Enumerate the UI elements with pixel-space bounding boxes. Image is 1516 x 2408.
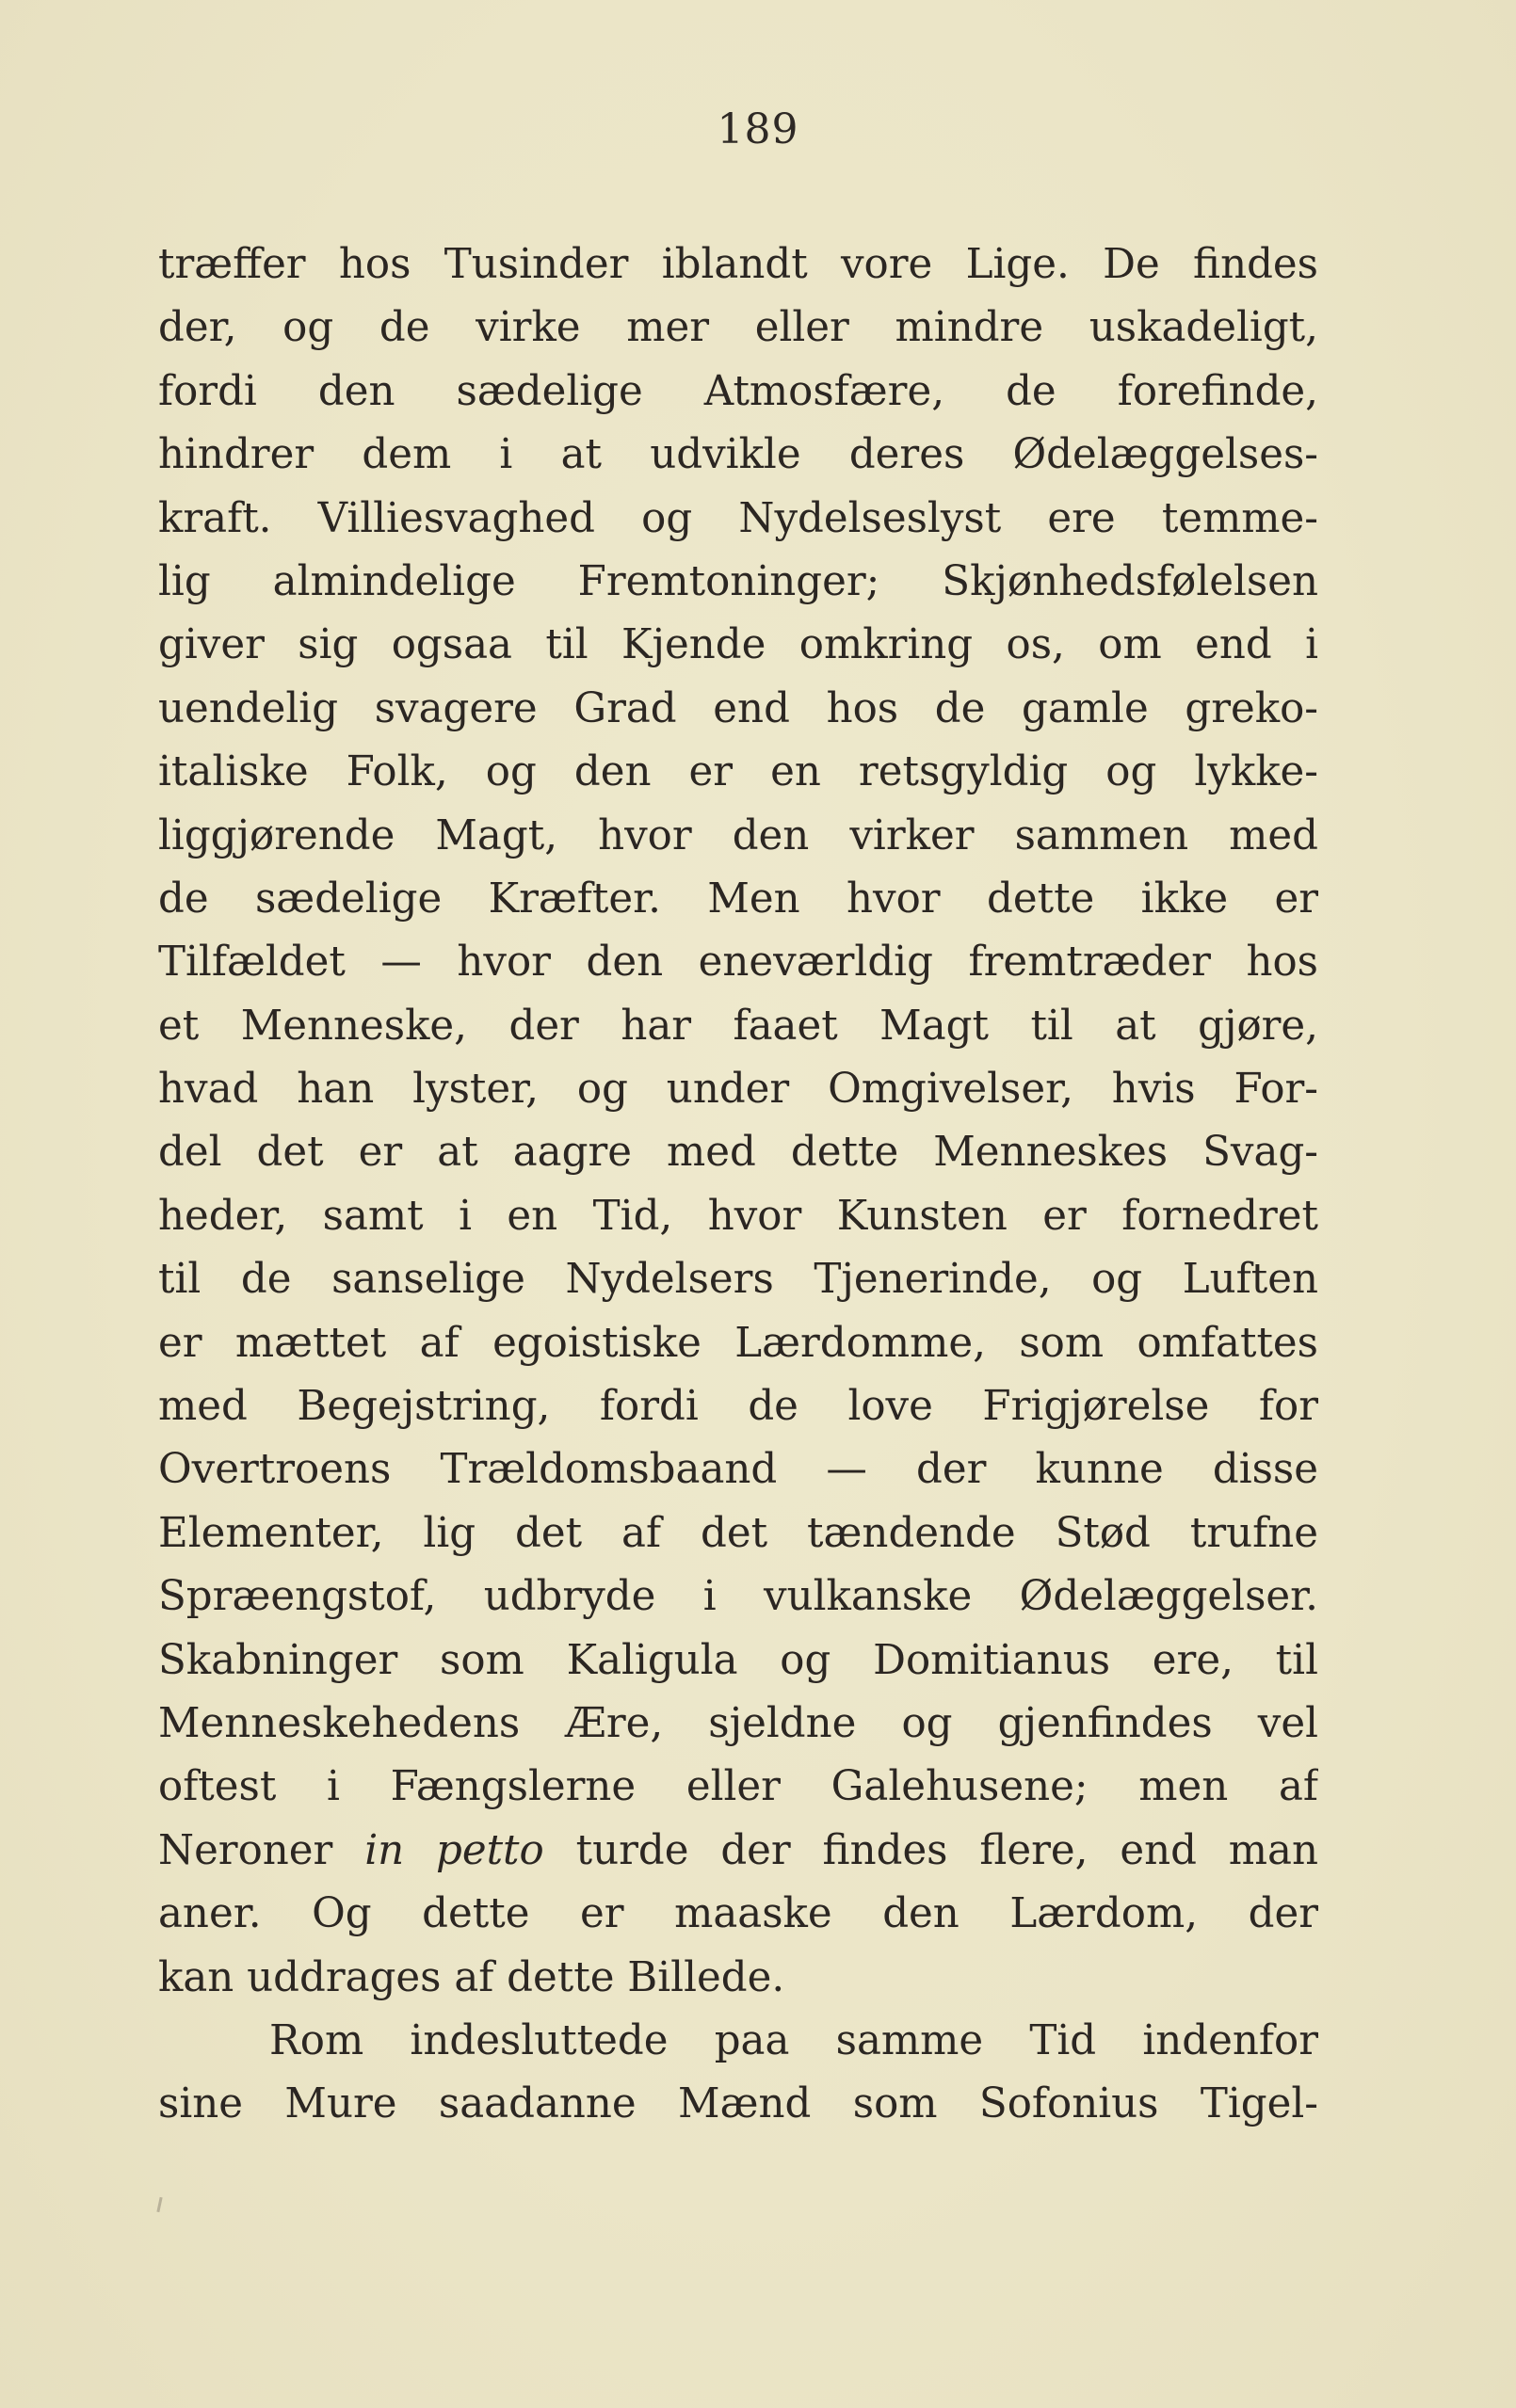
text-line: kraft. Villiesvaghed og Nydelseslyst ere temme- [158,494,1318,542]
text-line: med Begejstring, fordi de love Frigjørelse for [158,1383,1318,1431]
text-line: heder, samt i en Tid, hvor Kunsten er fornedret [158,1192,1318,1240]
text-fragment: turde der findes flere, end man [543,1826,1318,1874]
text-line: Elementer, lig det af det tændende Stød trufne [158,1509,1318,1557]
text-line: uendelig svagere Grad end hos de gamle greko- [158,684,1318,732]
text-line: giver sig ogsaa til Kjende omkring os, om end i [158,621,1318,669]
text-line: sine Mure saadanne Mænd som Sofonius Tigel- [158,2080,1318,2128]
text-line: lig almindelige Fremtoninger; Skjønhedsfølelsen [158,557,1318,605]
text-line: hindrer dem i at udvikle deres Ødelæggelses- [158,431,1318,479]
text-line: Rom indesluttede paa samme Tid indenfor [269,2016,1318,2064]
text-fragment: Neroner [158,1826,365,1874]
text-line: Menneskehedens Ære, sjeldne og gjenfindes vel [158,1699,1318,1747]
text-line: der, og de virke mer eller mindre uskadeligt, [158,304,1318,352]
text-line-with-italic [158,1820,1318,1883]
text-line: de sædelige Kræfter. Men hvor dette ikke er [158,875,1318,923]
page-number: 189 [717,105,799,153]
text-line: kan uddrages af dette Billede. [158,1953,785,2001]
text-line: træffer hos Tusinder iblandt vore Lige. De findes [158,241,1318,288]
text-line: fordi den sædelige Atmosfære, de forefinde, [158,367,1318,415]
paper-speck [156,2197,162,2212]
text-line: Tilfældet — hvor den eneværldig fremtræder hos [158,939,1318,987]
text-line: til de sanselige Nydelsers Tjenerinde, og Luften [158,1256,1318,1304]
text-line: aner. Og dette er maaske den Lærdom, der [158,1890,1318,1938]
text-line: hvad han lyster, og under Omgivelser, hvis For- [158,1066,1318,1114]
text-line: oftest i Fængslerne eller Galehusene; men af [158,1763,1318,1811]
text-line: er mættet af egoistiske Lærdomme, som omfattes [158,1319,1318,1367]
text-line: Overtroens Trældomsbaand — der kunne disse [158,1446,1318,1494]
text-line: et Menneske, der har faaet Magt til at gjøre, [158,1002,1318,1050]
text-line: Spræengstof, udbryde i vulkanske Ødelæggelser. [158,1573,1318,1621]
text-line: italiske Folk, og den er en retsgyldig og lykke- [158,748,1318,796]
text-line: del det er at aagre med dette Menneskes Svag- [158,1129,1318,1177]
text-line: Skabninger som Kaligula og Domitianus ere, til [158,1636,1318,1684]
body-text [158,233,1318,2137]
italic-phrase: in petto [364,1826,544,1874]
text-line: liggjørende Magt, hvor den virker sammen med [158,811,1318,859]
